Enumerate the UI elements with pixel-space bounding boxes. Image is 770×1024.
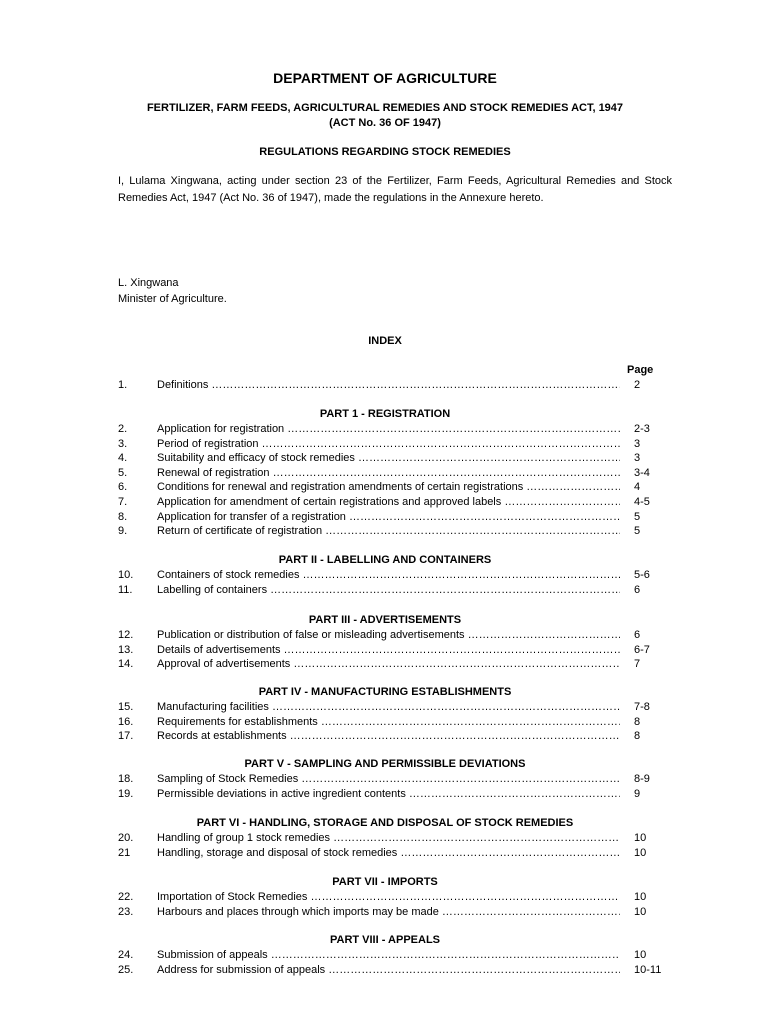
department-heading: DEPARTMENT OF AGRICULTURE <box>273 70 497 86</box>
toc-entry-number: 6. <box>118 481 128 494</box>
part-heading: PART III - ADVERTISEMENTS <box>308 614 462 626</box>
toc-section <box>0 874 770 919</box>
toc-entry-page: 5 <box>634 525 641 538</box>
toc-entry <box>0 466 770 481</box>
index-heading: INDEX <box>368 335 402 347</box>
toc-entry-title: Labelling of containers …………………………………………………………………………………………………………………………………………………………………… <box>157 583 620 598</box>
toc-section <box>0 552 770 597</box>
toc-entry-title: Application for registration …………………………………………………………………………………………………………………………………………………………………… <box>157 422 620 437</box>
toc-entry-number: 24. <box>118 949 134 961</box>
part-heading: PART VIII - APPEALS <box>329 934 440 946</box>
toc-entry <box>0 583 770 598</box>
toc-entry-page: 10-11 <box>634 963 662 976</box>
toc-entry-number: 21 <box>118 846 131 859</box>
toc-entry-number: 16. <box>118 715 134 728</box>
toc-entry-number: 10. <box>118 569 134 581</box>
toc-entry-page: 3 <box>634 452 641 465</box>
toc-entry-title: Permissible deviations in active ingredient contents …………………………………………………………………………………………………………………………………………………………………… <box>157 787 620 802</box>
part-heading: PART VII - IMPORTS <box>332 876 438 888</box>
intro-paragraph: I, Lulama Xingwana, acting under section 23 of the Fertilizer, Farm Feeds, Agricultural Remedies and Stock Remedies Act, 1947 (Act No. 36 of 1947), made the regulations in the Annexure hereto. <box>118 175 672 204</box>
toc-entry <box>0 729 770 744</box>
toc-entry-number: 14. <box>118 658 134 671</box>
toc-entry-page: 4-5 <box>634 495 650 508</box>
toc-entry-title: Importation of Stock Remedies …………………………………………………………………………………………………………………………………………………………………… <box>157 890 620 905</box>
part-heading: PART V - SAMPLING AND PERMISSIBLE DEVIATIONS <box>244 758 526 770</box>
toc-entry-number: 15. <box>118 701 134 713</box>
toc-entry-page: 5-6 <box>634 569 650 581</box>
toc-entry-page: 6-7 <box>634 643 650 656</box>
toc-entry-number: 12. <box>118 629 134 641</box>
part-heading: PART 1 - REGISTRATION <box>319 408 451 420</box>
toc-entry-title: Return of certificate of registration …………………………………………………………………………………………………………………………………………………………………… <box>157 524 620 539</box>
toc-entry <box>0 890 770 905</box>
toc-entry-number: 20. <box>118 832 134 844</box>
toc-entry-title: Harbours and places through which imports may be made …………………………………………………………………………………………………………………………………………………………………… <box>157 905 620 920</box>
toc-section <box>0 756 770 801</box>
toc-entry-number: 1. <box>118 379 128 391</box>
toc-entry-number: 17. <box>118 730 134 743</box>
toc-entry <box>0 772 770 787</box>
toc-entry <box>0 643 770 658</box>
toc-entry <box>0 948 770 963</box>
toc-entry-page: 4 <box>634 481 641 494</box>
toc-entry <box>0 846 770 861</box>
toc-entry-title: Handling, storage and disposal of stock remedies …………………………………………………………………………………………………………………………………………………………………… <box>157 846 620 861</box>
toc-entry-title: Details of advertisements …………………………………………………………………………………………………………………………………………………………………… <box>157 643 620 658</box>
toc-entry-number: 8. <box>118 510 128 523</box>
toc-entry <box>0 700 770 715</box>
toc-entry <box>0 524 770 539</box>
toc-entry-title: Address for submission of appeals …………………………………………………………………………………………………………………………………………………………………… <box>157 963 620 978</box>
act-title <box>0 101 770 131</box>
toc-entry-title: Containers of stock remedies …………………………………………………………………………………………………………………………………………………………………… <box>157 568 620 583</box>
toc-entry-number: 19. <box>118 787 134 800</box>
toc-entry-page: 10 <box>634 905 647 918</box>
toc-entry-number: 23. <box>118 905 134 918</box>
toc-entry-number: 9. <box>118 525 128 538</box>
toc-section <box>0 612 770 672</box>
toc-entry <box>0 787 770 802</box>
toc-entry <box>0 568 770 583</box>
act-number: (ACT No. 36 OF 1947) <box>329 117 441 129</box>
toc-entry-title: Requirements for establishments …………………………………………………………………………………………………………………………………………………………………… <box>157 715 620 730</box>
toc-entry-page: 7-8 <box>634 701 650 713</box>
toc-entry <box>0 378 770 393</box>
toc-entry-page: 8 <box>634 715 641 728</box>
toc-entry-number: 11. <box>118 583 133 596</box>
toc-entry-title: Period of registration …………………………………………………………………………………………………………………………………………………………………… <box>157 437 620 452</box>
toc-entry-page: 10 <box>634 891 647 903</box>
toc-entry-number: 7. <box>118 495 128 508</box>
toc-section <box>0 378 770 393</box>
toc-entry <box>0 905 770 920</box>
toc-entry <box>0 831 770 846</box>
toc-entry-page: 9 <box>634 787 641 800</box>
toc-section <box>0 815 770 860</box>
part-heading: PART II - LABELLING AND CONTAINERS <box>278 554 492 566</box>
part-heading: PART IV - MANUFACTURING ESTABLISHMENTS <box>258 686 512 698</box>
toc-entry-title: Application for amendment of certain registrations and approved labels …………………………………………………………………………………………………………………………………………………………………… <box>157 495 620 510</box>
toc-entry-number: 5. <box>118 466 128 479</box>
toc-entry <box>0 437 770 452</box>
toc-entry-title: Suitability and efficacy of stock remedies …………………………………………………………………………………………………………………………………………………………………… <box>157 451 620 466</box>
page-column-heading: Page <box>627 364 654 376</box>
toc-entry <box>0 963 770 978</box>
toc-entry <box>0 480 770 495</box>
toc-entry-page: 6 <box>634 583 641 596</box>
toc-entry-title: Publication or distribution of false or misleading advertisements …………………………………………………………………………………………………………………………………………………………………… <box>157 628 620 643</box>
toc-entry <box>0 451 770 466</box>
toc-entry-number: 3. <box>118 437 128 450</box>
toc-entry <box>0 657 770 672</box>
toc-entry <box>0 495 770 510</box>
toc-entry-title: Renewal of registration …………………………………………………………………………………………………………………………………………………………………… <box>157 466 620 481</box>
toc-entry-page: 8-9 <box>634 773 650 785</box>
toc-entry <box>0 510 770 525</box>
toc-entry-title: Records at establishments …………………………………………………………………………………………………………………………………………………………………… <box>157 729 620 744</box>
signature-block <box>118 276 227 307</box>
act-name: FERTILIZER, FARM FEEDS, AGRICULTURAL REMEDIES AND STOCK REMEDIES ACT, 1947 <box>146 102 624 114</box>
toc-entry-page: 8 <box>634 730 641 743</box>
signatory-name: L. Xingwana <box>118 277 179 289</box>
toc-entry-page: 2 <box>634 379 641 391</box>
toc-section <box>0 406 770 539</box>
toc-entry-number: 13. <box>118 643 134 656</box>
toc-entry-title: Approval of advertisements …………………………………………………………………………………………………………………………………………………………………… <box>157 657 620 672</box>
toc-entry-title: Sampling of Stock Remedies …………………………………………………………………………………………………………………………………………………………………… <box>157 772 620 787</box>
toc-section <box>0 932 770 977</box>
regulations-title: REGULATIONS REGARDING STOCK REMEDIES <box>259 146 511 158</box>
toc-entry-number: 22. <box>118 891 134 903</box>
toc-entry-number: 25. <box>118 963 134 976</box>
toc-entry-title: Handling of group 1 stock remedies …………………………………………………………………………………………………………………………………………………………………… <box>157 831 620 846</box>
toc-entry <box>0 422 770 437</box>
toc-entry-number: 4. <box>118 452 128 465</box>
toc-entry-page: 2-3 <box>634 423 650 435</box>
toc-entry-title: Application for transfer of a registration …………………………………………………………………………………………………………………………………………………………………… <box>157 510 620 525</box>
toc-entry-page: 3-4 <box>634 466 650 479</box>
toc-entry-title: Conditions for renewal and registration amendments of certain registrations …………………………………………………………………………………………………………………………………………………………………… <box>157 480 620 495</box>
toc-entry-page: 6 <box>634 629 641 641</box>
toc-entry-page: 3 <box>634 437 641 450</box>
toc-entry <box>0 628 770 643</box>
toc-entry-page: 10 <box>634 949 647 961</box>
toc-entry-title: Manufacturing facilities …………………………………………………………………………………………………………………………………………………………………… <box>157 700 620 715</box>
toc-entry-page: 7 <box>634 658 641 671</box>
toc-entry-page: 5 <box>634 510 641 523</box>
toc-section <box>0 684 770 744</box>
toc-entry-title: Definitions …………………………………………………………………………………………………………………………………………………………………… <box>157 378 620 393</box>
signatory-title: Minister of Agriculture. <box>118 292 227 305</box>
toc-entry-page: 10 <box>634 832 647 844</box>
toc-entry-title: Submission of appeals …………………………………………………………………………………………………………………………………………………………………… <box>157 948 620 963</box>
toc-entry <box>0 715 770 730</box>
part-heading: PART VI - HANDLING, STORAGE AND DISPOSAL OF STOCK REMEDIES <box>196 817 574 829</box>
toc-entry-page: 10 <box>634 846 647 859</box>
toc-entry-number: 2. <box>118 423 128 435</box>
toc-entry-number: 18. <box>118 773 134 785</box>
